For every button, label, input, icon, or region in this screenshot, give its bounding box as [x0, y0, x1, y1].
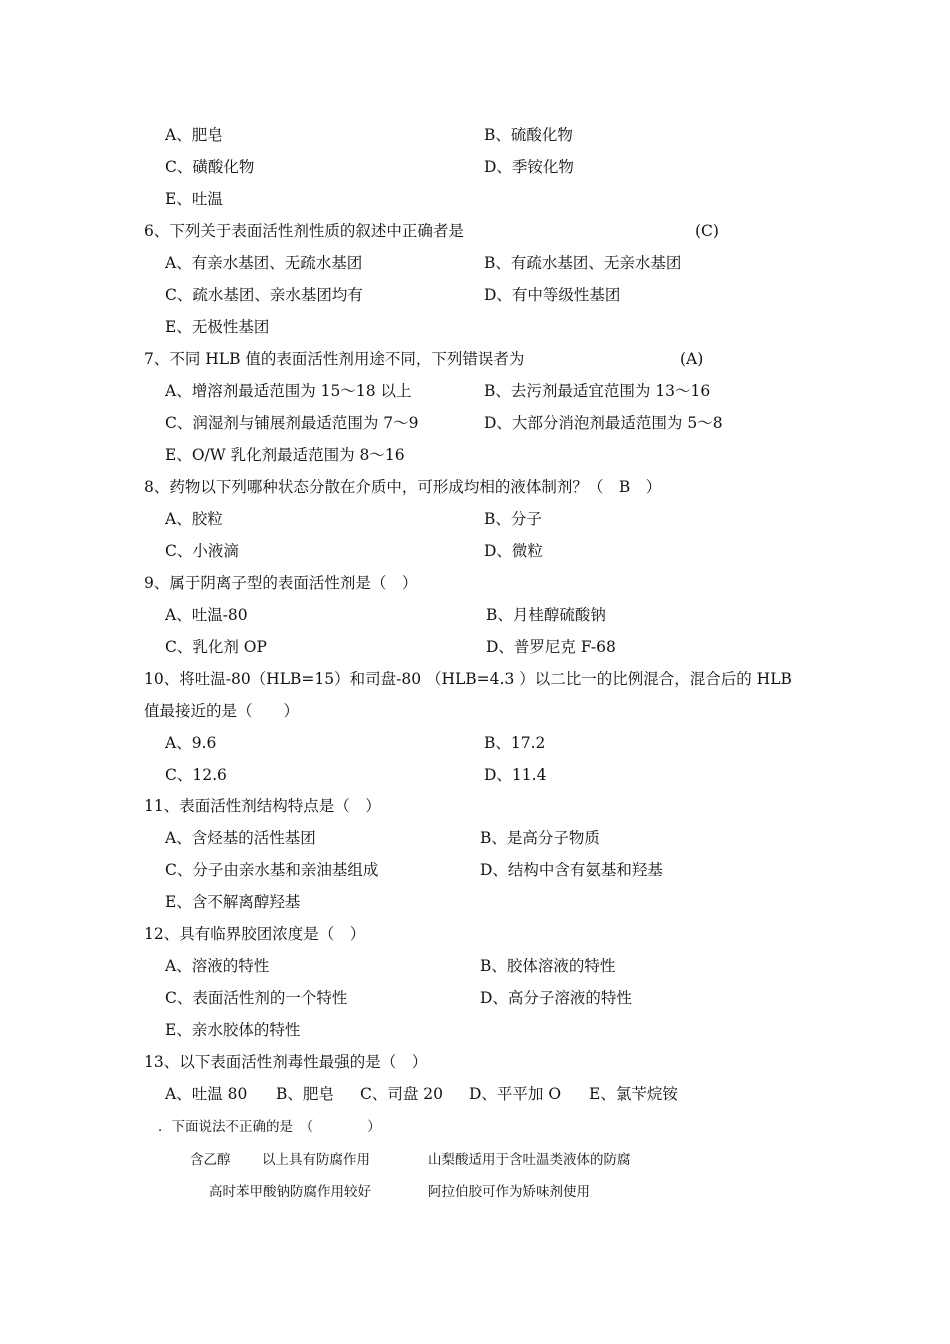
q5-option-c: C、磺酸化物: [165, 158, 255, 176]
q14-fragment-3: 山梨酸适用于含吐温类液体的防腐: [428, 1152, 631, 1168]
q11-option-b: B、是高分子物质: [480, 829, 600, 847]
q11-option-d: D、结构中含有氨基和羟基: [480, 861, 663, 879]
q11-option-a: A、含烃基的活性基团: [165, 829, 316, 847]
q7-option-b: B、去污剂最适宜范围为 13～16: [484, 382, 711, 400]
q6-option-c: C、疏水基团、亲水基团均有: [165, 286, 363, 304]
q6-option-b: B、有疏水基团、无亲水基团: [484, 254, 682, 272]
q13-option-c: C、司盘 20: [360, 1085, 444, 1103]
q9-option-d: D、普罗尼克 F-68: [486, 638, 616, 656]
q8-stem: 8、药物以下列哪种状态分散在介质中，可形成均相的液体制剂？（ B ）: [144, 478, 662, 496]
q14-fragment-4: 高时苯甲酸钠防腐作用较好: [209, 1184, 371, 1200]
q13-option-e: E、氯苄烷铵: [589, 1085, 678, 1103]
q11-option-c: C、分子由亲水基和亲油基组成: [165, 861, 379, 879]
q14-fragment-2: 以上具有防腐作用: [262, 1152, 370, 1168]
q7-answer: (A): [680, 350, 704, 368]
q9-stem: 9、属于阴离子型的表面活性剂是（ ）: [144, 574, 418, 592]
q12-stem: 12、具有临界胶团浓度是（ ）: [144, 925, 366, 943]
q13-option-b: B、肥皂: [276, 1085, 334, 1103]
q7-option-a: A、增溶剂最适范围为 15～18 以上: [165, 382, 412, 400]
q5-option-e: E、吐温: [165, 190, 223, 208]
q7-stem: 7、不同 HLB 值的表面活性剂用途不同，下列错误者为: [144, 350, 525, 368]
q11-stem: 11、表面活性剂结构特点是（ ）: [144, 797, 381, 815]
q13-option-a: A、吐温 80: [165, 1085, 248, 1103]
q7-option-e: E、O/W 乳化剂最适范围为 8～16: [165, 446, 405, 464]
q13-stem: 13、以下表面活性剂毒性最强的是（ ）: [144, 1053, 428, 1071]
q7-option-d: D、大部分消泡剂最适范围为 5～8: [484, 414, 723, 432]
q10-option-b: B、17.2: [484, 734, 546, 752]
q14-fragment-5: 阿拉伯胶可作为矫味剂使用: [428, 1184, 590, 1200]
q8-option-b: B、分子: [484, 510, 542, 528]
q10-option-a: A、9.6: [165, 734, 217, 752]
q6-option-d: D、有中等级性基团: [484, 286, 621, 304]
q12-option-a: A、溶液的特性: [165, 957, 270, 975]
q6-option-a: A、有亲水基团、无疏水基团: [165, 254, 363, 272]
q8-option-c: C、小液滴: [165, 542, 239, 560]
q9-option-a: A、吐温-80: [165, 606, 248, 624]
q5-option-a: A、肥皂: [165, 126, 223, 144]
q12-option-b: B、胶体溶液的特性: [480, 957, 616, 975]
q12-option-c: C、表面活性剂的一个特性: [165, 989, 348, 1007]
q11-option-e: E、含不解离醇羟基: [165, 893, 301, 911]
q8-option-d: D、微粒: [484, 542, 543, 560]
q8-option-a: A、胶粒: [165, 510, 223, 528]
q5-option-b: B、硫酸化物: [484, 126, 573, 144]
q9-option-c: C、乳化剂 OP: [165, 638, 267, 656]
q13-option-d: D、平平加 O: [469, 1085, 562, 1103]
q6-stem: 6、下列关于表面活性剂性质的叙述中正确者是: [144, 222, 464, 240]
q14-stem: ．下面说法不正确的是 （ ）: [158, 1119, 381, 1135]
q6-answer: (C): [695, 222, 719, 240]
q5-option-d: D、季铵化物: [484, 158, 574, 176]
q12-option-e: E、亲水胶体的特性: [165, 1021, 301, 1039]
q9-option-b: B、月桂醇硫酸钠: [486, 606, 606, 624]
q10-option-d: D、11.4: [484, 766, 547, 784]
q10-option-c: C、12.6: [165, 766, 227, 784]
q7-option-c: C、润湿剂与铺展剂最适范围为 7～9: [165, 414, 419, 432]
q6-option-e: E、无极性基团: [165, 318, 270, 336]
q14-fragment-1: 含乙醇: [190, 1152, 231, 1168]
q12-option-d: D、高分子溶液的特性: [480, 989, 632, 1007]
q10-stem-line1: 10、将吐温-80（HLB=15）和司盘-80 （HLB=4.3 ）以二比一的比例混合，混合后的 HLB: [144, 670, 792, 688]
q10-stem-line2: 值最接近的是（ ）: [144, 702, 300, 720]
